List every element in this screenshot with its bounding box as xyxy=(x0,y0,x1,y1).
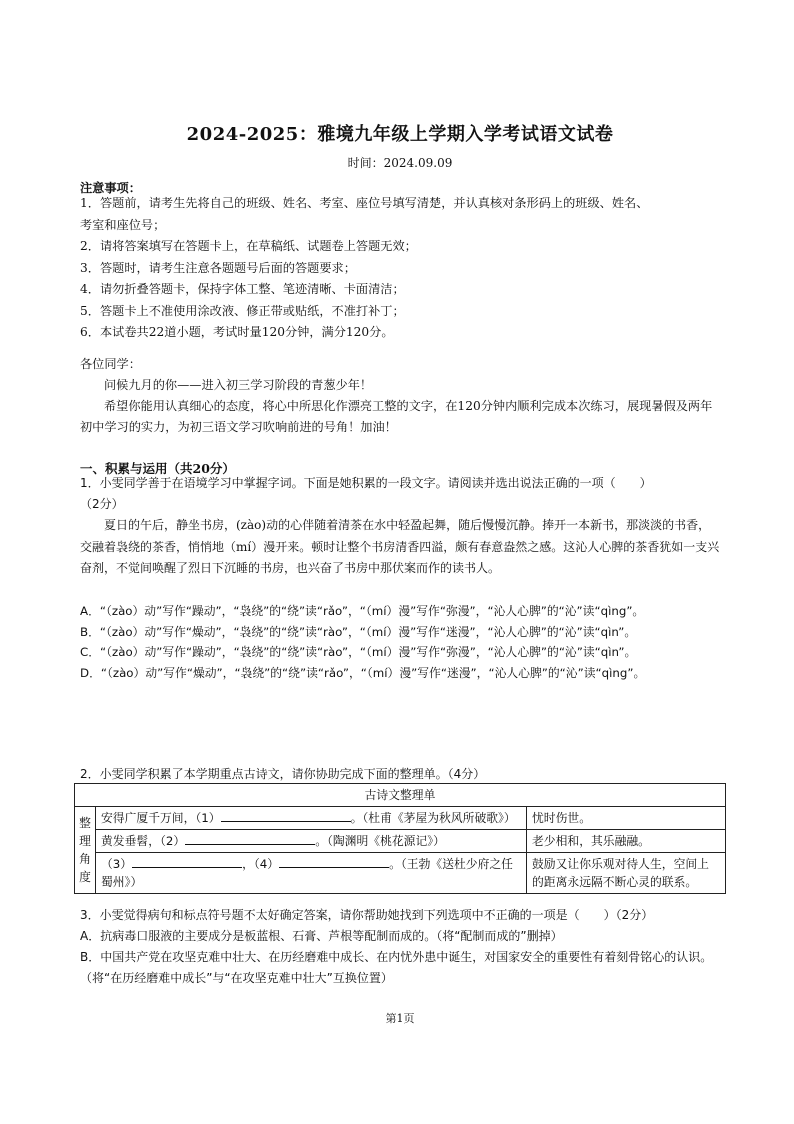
answer-blank-3[interactable] xyxy=(132,855,242,868)
notice-item: 2．请将答案填写在答题卡上，在草稿纸、试题卷上答题无效； xyxy=(80,239,417,253)
section-heading: 一、积累与运用（共20分） xyxy=(80,461,235,476)
exam-time: 时间：2024.09.09 xyxy=(347,156,453,170)
option-d: D．“（zào）动”写作“燥动”，“袅绕”的“绕”读“rǎo”，“（mí）漫”写作“迷漫”，“沁人心脾”的“沁”读“qìng”。 xyxy=(80,665,646,680)
table-row xyxy=(75,853,726,894)
notice-item: 1．答题前，请考生先将自己的班级、姓名、考室、座位号填写清楚，并认真核对条形码上的班级、姓名、 xyxy=(80,196,649,210)
question-1 xyxy=(80,473,720,515)
notice-item: 6．本试卷共22道小题，考试时量120分钟，满分120分。 xyxy=(80,325,394,339)
option-a: A．“（zào）动”写作“躁动”，“袅绕”的“绕”读“rǎo”，“（mí）漫”写作“弥漫”，“沁人心脾”的“沁”读“qìng”。 xyxy=(80,604,645,618)
table-row xyxy=(75,807,726,830)
angle-cell: 鼓励又让你乐观对待人生，空间上的距离永远隔不断心灵的联系。 xyxy=(527,853,726,894)
question-3 xyxy=(80,905,720,989)
table-row xyxy=(75,830,726,853)
option-c: C．“（zào）动”写作“躁动”，“袅绕”的“绕”读“rào”，“（mí）漫”写作“弥漫”，“沁人心脾”的“沁”读“qìn”。 xyxy=(80,645,637,659)
answer-blank-2[interactable] xyxy=(185,832,315,845)
angle-cell: 老少相和，其乐融融。 xyxy=(527,830,726,853)
option-b: B．“（zào）动”写作“燥动”，“袅绕”的“绕”读“rào”，“（mí）漫”写作“迷漫”，“沁人心脾”的“沁”读“qìn”。 xyxy=(80,624,637,639)
table-caption: 古诗文整理单 xyxy=(75,784,726,807)
notice-item: 5．答题卡上不准使用涂改液、修正带或贴纸，不准打补丁； xyxy=(80,303,405,318)
page-number: 第1页 xyxy=(385,1012,415,1025)
option-b: B．中国共产党在攻坚克难中壮大、在历经磨难中成长、在内忧外患中诞生，对国家安全的重要性有着刻骨铭心的认识。（将“在历经磨难中成长”与“在攻坚克难中壮大”互换位置） xyxy=(80,950,713,985)
notice-item: 4．请勿折叠答题卡，保持字体工整、笔迹清晰、卡面清洁； xyxy=(80,282,405,296)
angle-cell: 忧时伤世。 xyxy=(527,807,726,830)
notice-list xyxy=(80,193,720,344)
question-stem: 3．小雯觉得病句和标点符号题不太好确定答案，请你帮助她找到下列选项中不正确的一项是（ ）（2分） xyxy=(80,908,654,922)
poem-cell: （3） ，（4） 。（王勃《送杜少府之任蜀州》） xyxy=(96,853,527,894)
notice-heading: 注意事项： xyxy=(80,181,141,195)
question-score: （2分） xyxy=(80,497,124,511)
notice-item: 考室和座位号； xyxy=(80,217,166,232)
side-label: 整理角度 xyxy=(75,807,96,894)
intro xyxy=(80,354,720,438)
question-1-options xyxy=(80,601,720,683)
page-title: 2024-2025：雅境九年级上学期入学考试语文试卷 xyxy=(186,124,614,145)
notice-item: 3．答题时，请考生注意各题题号后面的答题要求； xyxy=(80,260,356,275)
poem-table xyxy=(74,783,726,894)
answer-blank-1[interactable] xyxy=(221,809,351,822)
question-2-stem: 2．小雯同学积累了本学期重点古诗文，请你协助完成下面的整理单。（4分） xyxy=(80,767,486,781)
intro-line: 问候九月的你——进入初三学习阶段的青葱少年！ xyxy=(104,378,373,392)
intro-line: 希望你能用认真细心的态度，将心中所思化作漂亮工整的文字，在120分钟内顺利完成本次练习，展现暑假及两年初中学习的实力，为初三语文学习吹响前进的号角！加油！ xyxy=(80,399,713,434)
question-stem: 1．小雯同学善于在语境学习中掌握字词。下面是她积累的一段文字。请阅读并选出说法正确的一项（ ） xyxy=(80,476,652,490)
greeting: 各位同学： xyxy=(80,357,141,371)
poem-cell: 黄发垂髫，（2） 。（陶渊明《桃花源记》） xyxy=(96,830,527,853)
answer-blank-4[interactable] xyxy=(279,855,389,868)
reading-passage: 夏日的午后，静坐书房，(zào)动的心伴随着清茶在水中轻盈起舞，随后慢慢沉静。捧开一本新书，那淡淡的书香，交融着袅绕的茶香，悄悄地（mí）漫开来。顿时让整个书房清香四溢，颇有春意盎然之感。这沁人心脾的茶香犹如一支兴奋剂，不觉间唤醒了烈日下沉睡的书房，也兴奋了书房中那伏案而作的读书人。 xyxy=(80,518,720,575)
poem-cell: 安得广厦千万间，（1） 。（杜甫《茅屋为秋风所破歌》） xyxy=(96,807,527,830)
option-a: A．抗病毒口服液的主要成分是板蓝根、石膏、芦根等配制而成的。（将“配制而成的”删掉） xyxy=(80,929,563,943)
